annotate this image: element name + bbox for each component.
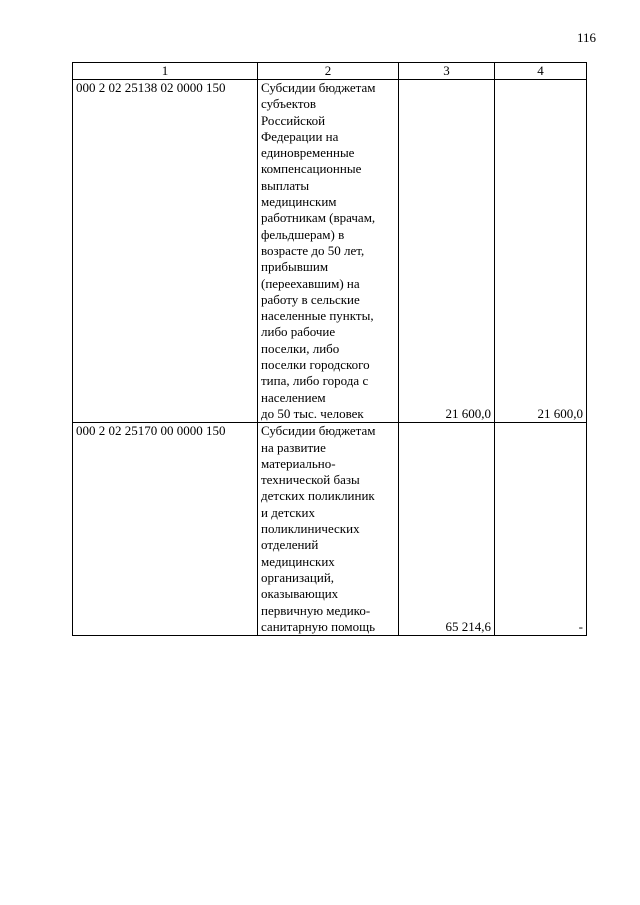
row-1-name-line: фельдшерам) в [261, 226, 345, 242]
row-2-name-line: поликлинических [261, 521, 360, 537]
row-2-name-line: оказывающих [261, 586, 339, 602]
row-2-name-line: детских поликлиник [261, 488, 375, 504]
row-2-col3: 65 214,6 [399, 423, 495, 636]
row-1-name-line: медицинским [261, 194, 337, 210]
row-1-name-line: единовременные [261, 145, 355, 161]
row-1-col4: 21 600,0 [495, 80, 587, 423]
row-1-name-line: компенсационные [261, 161, 362, 177]
row-2-name-line: и детских [261, 504, 315, 520]
row-1-name-line: возрасте до 50 лет, [261, 242, 365, 258]
row-1-name-line: субъектов [261, 96, 317, 112]
row-2-name-line: первичную медико- [261, 602, 371, 618]
row-1-name-line: типа, либо города с [261, 373, 369, 389]
row-2-col4: - [495, 423, 587, 636]
header-col-4: 4 [495, 63, 587, 80]
row-2-name-line: медицинских [261, 553, 335, 569]
row-2-name-line: материально- [261, 455, 336, 471]
row-1-name-line: либо рабочие [261, 324, 336, 340]
header-col-2: 2 [258, 63, 399, 80]
row-2-name-line: Субсидии бюджетам [261, 423, 376, 439]
row-1-name-line: Федерации на [261, 128, 339, 144]
row-2-name-line: организаций, [261, 569, 335, 585]
row-1-name-line: (переехавшим) на [261, 275, 360, 291]
row-1-name-line: населенные пункты, [261, 308, 374, 324]
header-col-3: 3 [399, 63, 495, 80]
row-2-name-line: санитарную помощь [261, 618, 376, 634]
row-1-code: 000 2 02 25138 02 0000 150 [73, 80, 258, 423]
row-1-name-line: работу в сельские [261, 291, 360, 307]
page-number: 116 [576, 30, 596, 45]
row-2-code: 000 2 02 25170 00 0000 150 [73, 423, 258, 636]
row-2-name-line: отделений [261, 537, 319, 553]
header-col-1: 1 [73, 63, 258, 80]
row-1-name-line: поселки, либо [261, 340, 340, 356]
table-header-row [73, 63, 587, 80]
row-2-name [258, 423, 399, 636]
row-2-name-line: технической базы [261, 472, 360, 488]
row-1-name-line: до 50 тыс. человек [261, 405, 364, 421]
budget-table [72, 62, 587, 636]
table-row [73, 423, 587, 636]
row-1-name-line: населением [261, 389, 326, 405]
row-1-name-line: Субсидии бюджетам [261, 80, 376, 95]
row-2-name-line: на развитие [261, 439, 326, 455]
table-row [73, 80, 587, 423]
row-1-name-line: выплаты [261, 177, 310, 193]
row-1-name-line: поселки городского [261, 357, 370, 373]
row-1-col3: 21 600,0 [399, 80, 495, 423]
row-1-name-line: Российской [261, 112, 326, 128]
row-1-name-line: работникам (врачам, [261, 210, 376, 226]
row-1-name [258, 80, 399, 423]
row-1-name-line: прибывшим [261, 259, 329, 275]
